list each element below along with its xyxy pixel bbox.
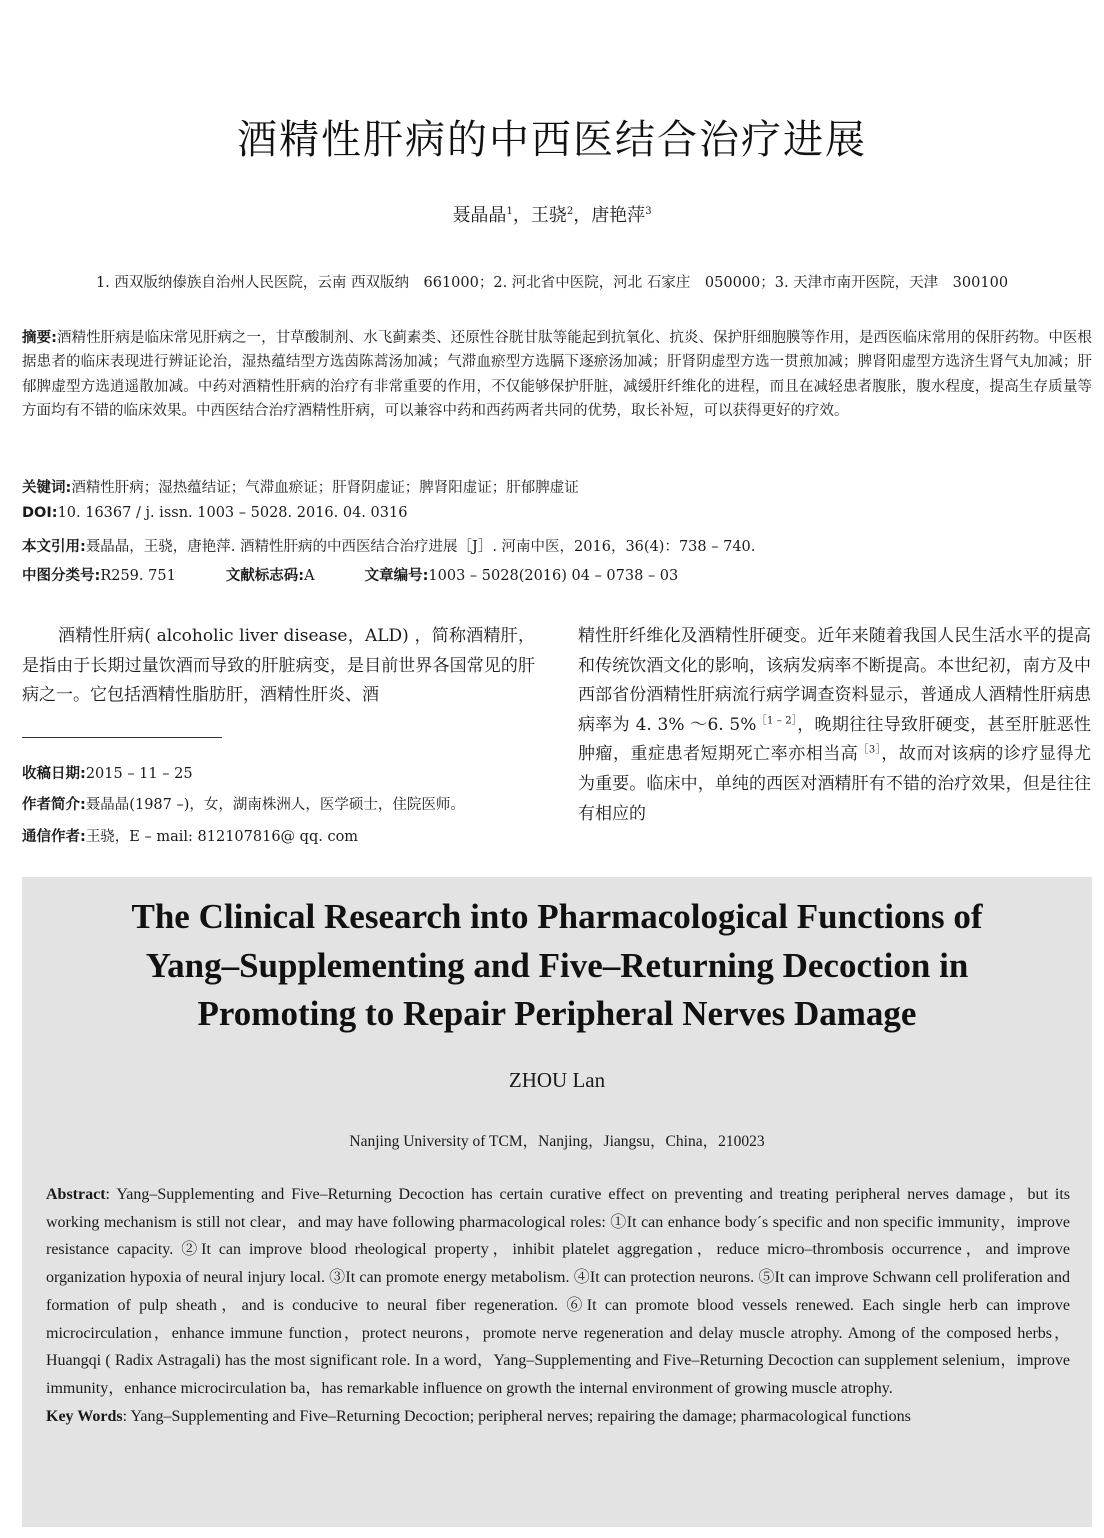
english-keywords	[46, 1403, 1070, 1431]
english-title-line: Yang–Supplementing and Five–Returning Decoction in	[145, 945, 969, 985]
abstract-text: 酒精性肝病是临床常见肝病之一，甘草酸制剂、水飞蓟素类、还原性谷胱甘肽等能起到抗氧化、抗炎、保护肝细胞膜等作用，是西医临床常用的保肝药物。中医根据患者的临床表现进行辨证论治，湿热蕴结型方选茵陈蒿汤加减；气滞血瘀型方选膈下逐瘀汤加减；肝肾阴虚型方选一贯煎加减；脾肾阳虚型方选济生肾气丸加减；肝郁脾虚型方选逍遥散加减。中药对酒精性肝病的治疗有非常重要的作用，不仅能够保护肝脏，减缓肝纤维化的进程，而且在减轻患者腹胀，腹水程度，提高生存质量等方面均有不错的临床效果。中西医结合治疗酒精性肝病，可以兼容中药和西药两者共同的优势，取长补短，可以获得更好的疗效。	[22, 330, 1092, 420]
body-text: 精性肝纤维化及酒精性肝硬变。近年来随着我国人民生活水平的提高和传统饮酒文化的影响，该病发病率不断提高。本世纪初，南方及中西部省份酒精性肝病流行病学调查资料显示，普通成人酒精性肝病患病率为 4. 3% ～6. 5%	[578, 626, 1091, 735]
citation-ref: ［1 – 2］	[756, 715, 798, 727]
keywords-label: 关键词:	[22, 480, 72, 496]
article-title: 酒精性肝病的中西医结合治疗进展	[237, 117, 867, 163]
body-paragraph: 酒精性肝病( alcoholic liver disease，ALD) ，简称酒精肝，是指由于长期过量饮酒而导致的肝脏病变，是目前世界各国常见的肝病之一。它包括酒精性脂肪肝，酒精性肝炎、酒	[22, 626, 535, 706]
received-label: 收稿日期:	[22, 766, 86, 782]
english-abstract-paragraph	[46, 1181, 1070, 1403]
citation-text: 聂晶晶，王骁，唐艳萍. 酒精性肝病的中西医结合治疗进展［J］. 河南中医，2016，36(4)：738 – 740.	[85, 539, 756, 555]
classification-line	[22, 564, 1092, 585]
body-column-left	[22, 622, 535, 711]
article-number-value: 1003 – 5028(2016) 04 – 0738 – 03	[428, 568, 679, 584]
body-column-right	[578, 622, 1091, 829]
doi-label: DOI:	[22, 505, 58, 521]
clc-value: R259. 751	[100, 568, 176, 584]
received-date	[22, 762, 193, 783]
corr-label: 通信作者:	[22, 829, 86, 845]
author-affil-mark: 1	[506, 206, 513, 217]
author-name: 唐艳萍	[591, 205, 646, 226]
bio-value: 聂晶晶(1987 –)，女，湖南株洲人，医学硕士，住院医师。	[85, 797, 465, 813]
keywords-text: 酒精性肝病；湿热蕴结证；气滞血瘀证；肝肾阴虚证；脾肾阳虚证；肝郁脾虚证	[71, 480, 579, 496]
author-separator: ，	[573, 205, 592, 226]
clc-label: 中图分类号:	[22, 568, 101, 584]
abstract-label: 摘要:	[22, 330, 57, 346]
citation-ref: ［3］	[858, 744, 882, 756]
corr-value: 王骁，E – mail: 812107816@ qq. com	[85, 829, 359, 845]
corresponding-author	[22, 825, 358, 846]
affiliations: 1. 西双版纳傣族自治州人民医院，云南 西双版纳 661000；2. 河北省中医院，河北 石家庄 050000；3. 天津市南开医院，天津 300100	[95, 275, 1009, 291]
author-name: 王骁	[530, 205, 567, 226]
english-abstract	[46, 1181, 1070, 1430]
english-title	[22, 893, 1092, 1039]
english-keywords-text: : Yang–Supplementing and Five–Returning Decoction; peripheral nerves; repairing the damage; pharmacological functions	[122, 1407, 911, 1425]
english-abstract-text: : Yang–Supplementing and Five–Returning Decoction has certain curative effect on preventing and treating peripheral nerves damage，but its working mechanism is still not clear，and may have following pharmacological roles: ①It can enhance body´s specific and non specific immunity，improve resistance capacity. ②It can improve blood rheological property，inhibit platelet aggregation，reduce micro–thrombosis occurrence，and improve organization hypoxia of neural injury local. ③It can promote energy metabolism. ④It can protection neurons. ⑤It can improve Schwann cell proliferation and formation of pulp sheath，and is conducive to neural fiber regeneration. ⑥It can promote blood vessels renewed. Each single herb can improve microcirculation，enhance immune function，protect neurons，promote nerve regeneration and delay muscle atrophy. Among of the composed herbs，Huangqi ( Radix Astragali) has the most significant role. In a word，Yang–Supplementing and Five–Returning Decoction can supplement selenium，improve immunity，enhance microcirculation ba，has remarkable influence on growth the internal environment of growing muscle atrophy.	[46, 1186, 1070, 1397]
english-title-line: Promoting to Repair Peripheral Nerves Damage	[197, 994, 917, 1033]
received-value: 2015 – 11 – 25	[85, 766, 193, 782]
body-text: ，晚期往往导致肝硬变，甚至肝脏恶性肿瘤，重症患者短期死亡率亦相当高	[578, 714, 1091, 765]
author-affil-mark: 2	[566, 206, 574, 217]
english-abstract-label: Abstract	[46, 1186, 106, 1203]
citation-label: 本文引用:	[22, 539, 86, 555]
doc-code-value: A	[304, 568, 315, 584]
english-title-line: The Clinical Research into Pharmacological Functions of	[131, 897, 983, 936]
footnote-divider	[22, 737, 222, 738]
author-bio	[22, 793, 465, 814]
doi-text: 10. 16367 / j. issn. 1003 – 5028. 2016. 04. 0316	[57, 505, 408, 521]
citation	[22, 535, 1092, 556]
article-number-label: 文章编号:	[364, 568, 429, 584]
english-author: ZHOU Lan	[508, 1068, 606, 1092]
doc-code-label: 文献标志码:	[225, 568, 305, 584]
keywords	[22, 476, 1092, 497]
body-text: ，故而对该病的诊疗显得尤为重要。临床中，单纯的西医对酒精肝有不错的治疗效果，但是往往有相应的	[578, 744, 1092, 824]
author-affil-mark: 3	[645, 206, 652, 217]
body-paragraph-continued	[578, 622, 1091, 829]
english-affiliation: Nanjing University of TCM，Nanjing，Jiangsu，China，210023	[349, 1133, 765, 1150]
abstract	[22, 326, 1092, 424]
english-keywords-label: Key Words	[46, 1407, 123, 1425]
author-name: 聂晶晶	[452, 205, 507, 226]
author-list	[0, 201, 1104, 227]
bio-label: 作者简介:	[22, 797, 86, 813]
doi	[22, 505, 1092, 521]
author-separator: ，	[512, 205, 531, 226]
